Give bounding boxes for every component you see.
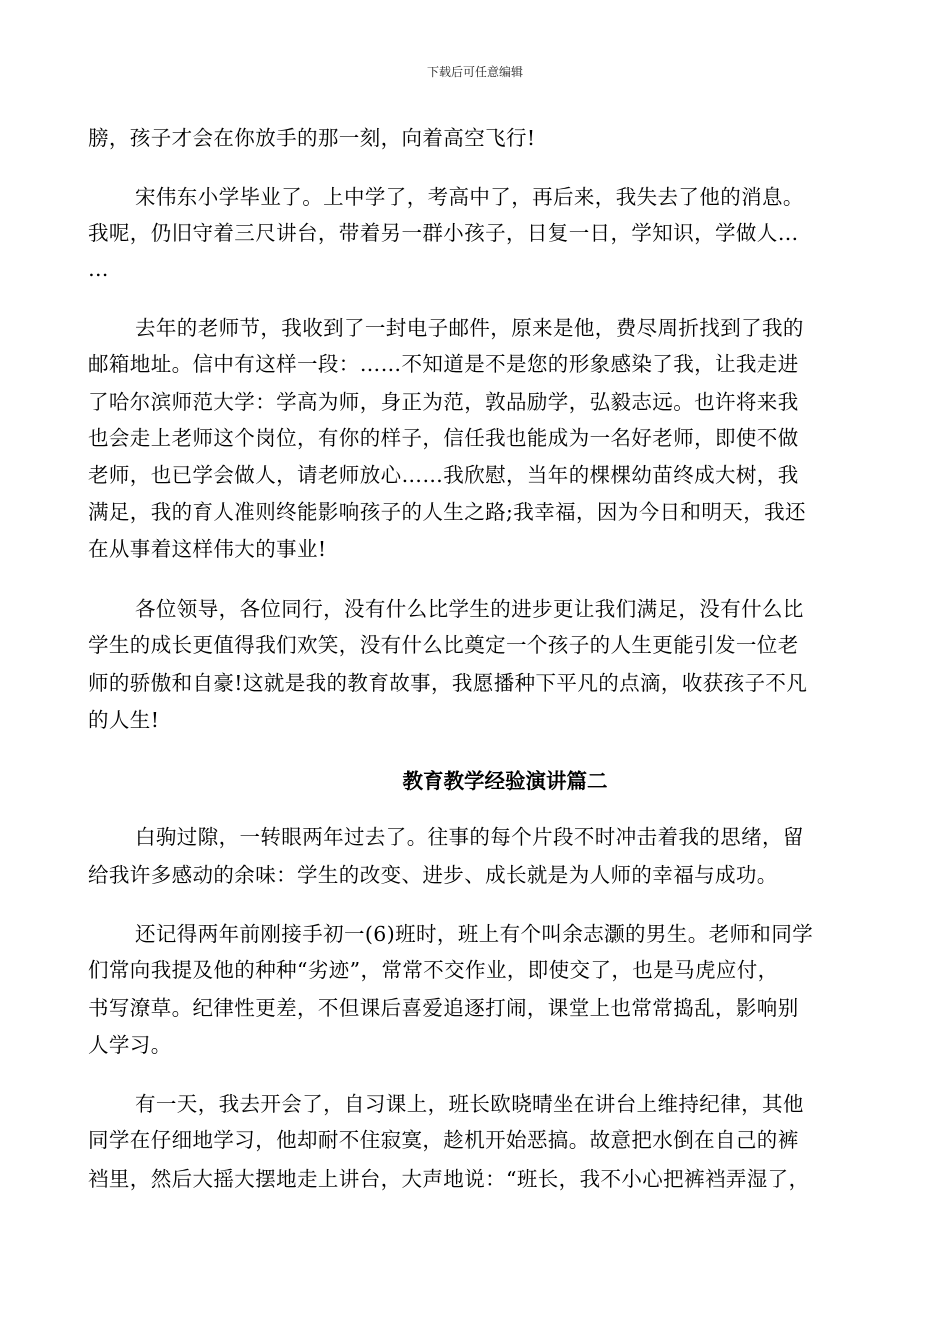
text-line: 给我许多感动的余味：学生的改变、进步、成长就是为人师的幸福与成功。	[88, 863, 778, 887]
text-line: 书写潦草。纪律性更差，不但课后喜爱追逐打闹，课堂上也常常捣乱，影响别	[88, 996, 799, 1020]
text-line: 的人生!	[88, 708, 160, 732]
text-line: 师的骄傲和自豪!这就是我的教育故事，我愿播种下平凡的点滴，收获孩子不凡	[88, 671, 808, 695]
text-line: 有一天，我去开会了，自习课上，班长欧晓晴坐在讲台上维持纪律，其他	[135, 1092, 804, 1116]
text-line: 也会走上老师这个岗位，有你的样子，信任我也能成为一名好老师，即使不做	[88, 426, 799, 450]
text-line: 了哈尔滨师范大学：学高为师，身正为范，敦品励学，弘毅志远。也许将来我	[88, 390, 799, 414]
text-line: 裆里，然后大摇大摆地走上讲台，大声地说：“班长，我不小心把裤裆弄湿了，	[88, 1167, 810, 1191]
text-line: 白驹过隙，一转眼两年过去了。往事的每个片段不时冲击着我的思绪，留	[135, 825, 804, 849]
text-line: 各位领导，各位同行，没有什么比学生的进步更让我们满足，没有什么比	[135, 597, 804, 621]
text-line: 满足，我的育人准则终能影响孩子的人生之路;我幸福，因为今日和明天，我还	[88, 500, 806, 524]
text-line: 邮箱地址。信中有这样一段：……不知道是不是您的形象感染了我，让我走进	[88, 352, 799, 376]
text-line: 老师，也已学会做人，请老师放心……我欣慰，当年的棵棵幼苗终成大树，我	[88, 463, 799, 487]
text-line: 人学习。	[88, 1033, 172, 1057]
text-line: 膀，孩子才会在你放手的那一刻，向着高空飞行!	[88, 126, 536, 150]
text-line: 们常向我提及他的种种“劣迹”，常常不交作业，即使交了，也是马虎应付，	[88, 958, 779, 982]
text-line: 去年的老师节，我收到了一封电子邮件，原来是他，费尽周折找到了我的	[135, 316, 804, 340]
text-line: 学生的成长更值得我们欢笑，没有什么比奠定一个孩子的人生更能引发一位老	[88, 633, 799, 657]
text-line: 我呢，仍旧守着三尺讲台，带着另一群小孩子，日复一日，学知识，学做人…	[88, 221, 799, 245]
page-header: 下载后可任意编辑	[426, 65, 523, 79]
text-line: 宋伟东小学毕业了。上中学了，考高中了，再后来，我失去了他的消息。	[135, 185, 804, 209]
text-line: 同学在仔细地学习，他却耐不住寂寞，趁机开始恶搞。故意把水倒在自己的裤	[88, 1128, 799, 1152]
section-heading: 教育教学经验演讲篇二	[402, 769, 608, 793]
text-line: 还记得两年前刚接手初一(6)班时，班上有个叫余志灏的男生。老师和同学	[135, 922, 814, 946]
text-line: …	[88, 257, 109, 281]
text-line: 在从事着这样伟大的事业!	[88, 537, 327, 561]
